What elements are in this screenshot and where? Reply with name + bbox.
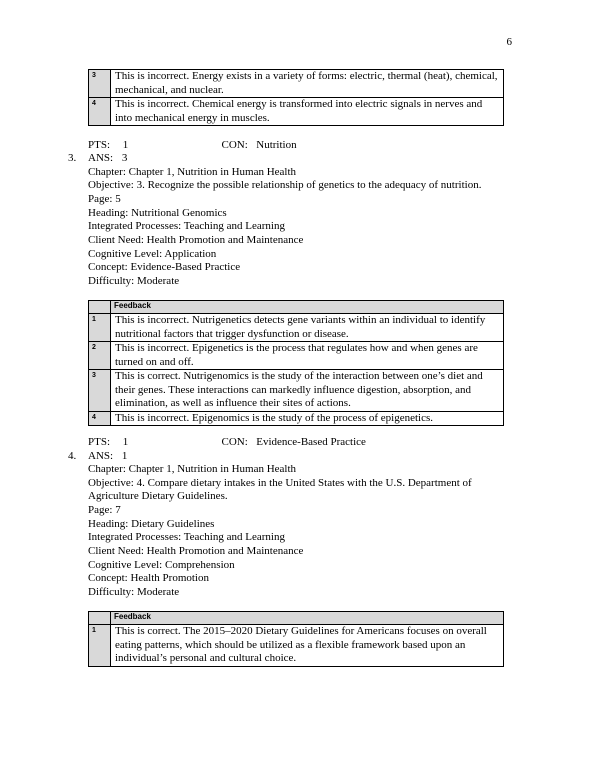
feedback-number: 2 bbox=[89, 342, 111, 370]
meta-difficulty: Difficulty: Moderate bbox=[88, 586, 180, 598]
feedback-number: 3 bbox=[89, 370, 111, 412]
con-label: CON: bbox=[221, 139, 248, 151]
feedback-number: 1 bbox=[89, 625, 111, 667]
feedback-number: 4 bbox=[89, 98, 111, 126]
feedback-text: This is incorrect. Epigenomics is the study of the process of epigenetics. bbox=[111, 411, 504, 426]
pts-label: PTS: bbox=[88, 139, 111, 151]
pts-label: PTS: bbox=[88, 436, 111, 448]
question-number-4: 4. bbox=[68, 450, 77, 462]
feedback-text: This is incorrect. Epigenetics is the process that regulates how and when genes are turned on and off. bbox=[111, 342, 504, 370]
meta-chapter: Chapter: Chapter 1, Nutrition in Human Health bbox=[88, 166, 297, 178]
meta-page: Page: 5 bbox=[88, 193, 121, 205]
feedback-text: This is incorrect. Energy exists in a variety of forms: electric, thermal (heat), chemical, mechanical, and nuclear. bbox=[111, 70, 504, 98]
feedback-table-q3 bbox=[88, 300, 504, 426]
feedback-table-q4 bbox=[88, 611, 504, 667]
feedback-header: Feedback bbox=[111, 301, 504, 314]
meta-objective-cont: Agriculture Dietary Guidelines. bbox=[88, 490, 228, 502]
page-number: 6 bbox=[506, 36, 512, 48]
table-row bbox=[89, 98, 504, 126]
ans-label: ANS: bbox=[88, 152, 114, 164]
table-row bbox=[89, 70, 504, 98]
meta-heading: Heading: Nutritional Genomics bbox=[88, 207, 227, 219]
meta-integrated-processes: Integrated Processes: Teaching and Learning bbox=[88, 220, 285, 232]
con-value: Nutrition bbox=[256, 139, 297, 151]
meta-objective: Objective: 3. Recognize the possible relationship of genetics to the adequacy of nutrition. bbox=[88, 179, 482, 191]
pts-line-q2 bbox=[88, 139, 297, 151]
feedback-text: This is incorrect. Nutrigenetics detects gene variants within an individual to identify nutritional factors that trigger dysfunction or disease. bbox=[111, 314, 504, 342]
pts-value: 1 bbox=[122, 436, 129, 448]
answer-line-q3 bbox=[88, 152, 127, 164]
feedback-table-q2 bbox=[88, 69, 504, 126]
question-number-3: 3. bbox=[68, 152, 77, 164]
ans-label: ANS: bbox=[88, 450, 114, 462]
meta-client-need: Client Need: Health Promotion and Maintenance bbox=[88, 545, 304, 557]
feedback-number: 3 bbox=[89, 70, 111, 98]
pts-line-q3 bbox=[88, 436, 366, 448]
feedback-text: This is correct. Nutrigenomics is the study of the interaction between one’s diet and their genes. These interactions can markedly influence digestion, absorption, and elimination, as well as influence their sites of actions. bbox=[111, 370, 504, 412]
con-label: CON: bbox=[221, 436, 248, 448]
feedback-number: 1 bbox=[89, 314, 111, 342]
table-header-row bbox=[89, 612, 504, 625]
feedback-header: Feedback bbox=[111, 612, 504, 625]
table-row bbox=[89, 625, 504, 667]
table-row bbox=[89, 370, 504, 412]
meta-concept: Concept: Health Promotion bbox=[88, 572, 209, 584]
feedback-number: 4 bbox=[89, 411, 111, 426]
table-row bbox=[89, 342, 504, 370]
meta-chapter: Chapter: Chapter 1, Nutrition in Human Health bbox=[88, 463, 297, 475]
meta-cognitive-level: Cognitive Level: Application bbox=[88, 248, 217, 260]
meta-page: Page: 7 bbox=[88, 504, 121, 516]
table-row bbox=[89, 314, 504, 342]
feedback-text: This is incorrect. Chemical energy is transformed into electric signals in nerves and into mechanical energy in muscles. bbox=[111, 98, 504, 126]
meta-objective: Objective: 4. Compare dietary intakes in the United States with the U.S. Department of bbox=[88, 477, 472, 489]
pts-value: 1 bbox=[122, 139, 129, 151]
meta-cognitive-level: Cognitive Level: Comprehension bbox=[88, 559, 235, 571]
table-row bbox=[89, 411, 504, 426]
ans-value: 1 bbox=[121, 450, 128, 462]
answer-line-q4 bbox=[88, 450, 127, 462]
ans-value: 3 bbox=[121, 152, 128, 164]
meta-client-need: Client Need: Health Promotion and Maintenance bbox=[88, 234, 304, 246]
meta-heading: Heading: Dietary Guidelines bbox=[88, 518, 215, 530]
feedback-text: This is correct. The 2015–2020 Dietary Guidelines for Americans focuses on overall eating patterns, which should be utilized as a flexible framework based upon an individual’s personal and cultural choice. bbox=[111, 625, 504, 667]
table-header-row bbox=[89, 301, 504, 314]
meta-integrated-processes: Integrated Processes: Teaching and Learning bbox=[88, 531, 285, 543]
meta-concept: Concept: Evidence-Based Practice bbox=[88, 261, 241, 273]
con-value: Evidence-Based Practice bbox=[256, 436, 366, 448]
meta-difficulty: Difficulty: Moderate bbox=[88, 275, 180, 287]
